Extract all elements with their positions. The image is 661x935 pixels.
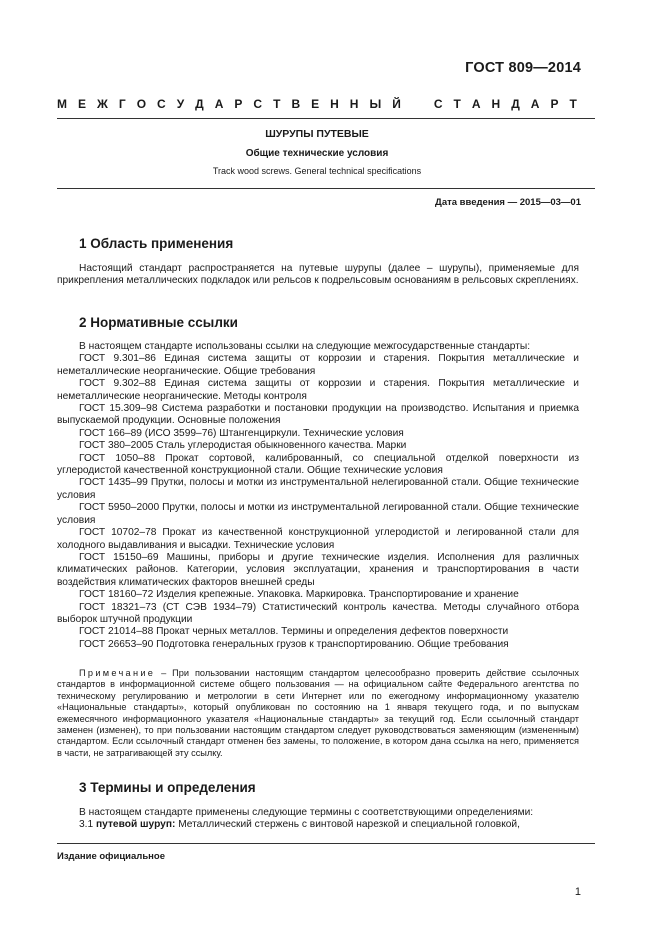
reference-item: ГОСТ 21014–88 Прокат черных металлов. Термины и определения дефектов поверхности bbox=[79, 626, 509, 638]
section-3-body bbox=[57, 807, 579, 832]
banner-letter: М bbox=[57, 97, 67, 111]
term-definition bbox=[57, 819, 579, 831]
banner-letter: Е bbox=[311, 97, 320, 111]
title-divider bbox=[57, 188, 595, 189]
banner-letter: Д bbox=[511, 97, 520, 111]
banner-letter: А bbox=[471, 97, 481, 111]
banner-letter: В bbox=[291, 97, 301, 111]
standard-title: ШУРУПЫ ПУТЕВЫЕ bbox=[265, 128, 369, 140]
edition-label: Издание официальное bbox=[57, 851, 165, 862]
term-number: 3.1 bbox=[79, 819, 96, 831]
banner-letter: Ж bbox=[97, 97, 108, 111]
paragraph: Настоящий стандарт распространяется на путевые шурупы (далее – шурупы), применяемые для прикрепления металлических подкладок или рельсов к подрельсовым основаниям в рельсовых скреплениях. bbox=[57, 263, 579, 287]
note-block bbox=[57, 668, 579, 759]
banner-letter: У bbox=[176, 97, 185, 111]
banner-letter: Е bbox=[78, 97, 87, 111]
banner-letter: Й bbox=[392, 97, 401, 111]
reference-item: ГОСТ 18160–72 Изделия крепежные. Упаковка. Маркировка. Транспортирование и хранение bbox=[79, 589, 519, 601]
reference-item: ГОСТ 166–89 (ИСО 3599–76) Штангенциркули. Технические условия bbox=[79, 427, 404, 439]
footer-divider bbox=[57, 843, 595, 844]
banner-letter: Д bbox=[195, 97, 204, 111]
banner-letter: С bbox=[157, 97, 166, 111]
banner-letter: Т bbox=[273, 97, 281, 111]
reference-item: ГОСТ 1435–99 Прутки, полосы и мотки из инструментальной нелегированной стали. Общие технические условия bbox=[57, 477, 579, 501]
banner-letter: Т bbox=[453, 97, 461, 111]
note-paragraph bbox=[57, 668, 579, 759]
banner-letter: С bbox=[433, 97, 443, 111]
banner-letter: А bbox=[214, 97, 224, 111]
reference-item: ГОСТ 15150–69 Машины, приборы и другие технические изделия. Исполнения для различных климатических районов. Категории, условия эксплуатации, хранения и транспортирования в части воздействия климатических факторов внешней среды bbox=[57, 551, 579, 588]
banner-letter: Р bbox=[234, 97, 243, 111]
banner-letter: А bbox=[530, 97, 540, 111]
standard-type-banner bbox=[57, 97, 577, 111]
reference-item: ГОСТ 380–2005 Сталь углеродистая обыкновенного качества. Марки bbox=[79, 440, 407, 452]
banner-letter: Н bbox=[330, 97, 339, 111]
reference-item: ГОСТ 1050–88 Прокат сортовой, калиброванный, со специальной отделкой поверхности из углеродистой качественной конструкционной стали. Общие технические условия bbox=[57, 452, 579, 477]
reference-item: ГОСТ 26653–90 Подготовка генеральных грузов к транспортированию. Общие требования bbox=[79, 638, 509, 650]
section-2-heading: 2 Нормативные ссылки bbox=[79, 315, 238, 330]
page-number: 1 bbox=[574, 886, 581, 898]
banner-letter: Г bbox=[118, 97, 126, 111]
paragraph: В настоящем стандарте использованы ссылки на следующие межгосударственные стандарты: bbox=[79, 341, 531, 352]
reference-item: ГОСТ 10702–78 Прокат из качественной конструкционной углеродистой и легированной стали для холодного выдавливания и высадки. Технические условия bbox=[57, 527, 579, 551]
term-name: путевой шуруп: bbox=[96, 819, 176, 831]
section-3-heading: 3 Термины и определения bbox=[79, 780, 256, 795]
standard-subtitle: Общие технические условия bbox=[245, 148, 389, 159]
reference-item: ГОСТ 5950–2000 Прутки, полосы и мотки из инструментальной легированной стали. Общие технические условия bbox=[57, 502, 579, 526]
term-definition-text: Металлический стержень с винтовой нарезкой и специальной головкой, bbox=[175, 819, 520, 831]
banner-letter: Т bbox=[569, 97, 577, 111]
note-label: Примечание bbox=[79, 668, 156, 678]
reference-item: ГОСТ 9.302–88 Единая система защиты от коррозии и старения. Покрытия металлические и неметаллические неорганические. Методы контроля bbox=[57, 378, 579, 402]
reference-item: ГОСТ 15.309–98 Система разработки и постановки продукции на производство. Испытания и приемка выпускаемой продукции. Основные положения bbox=[57, 403, 579, 427]
reference-item: ГОСТ 18321–73 (СТ СЭВ 1934–79) Статистический контроль качества. Методы случайного отбора выборок штучной продукции bbox=[57, 601, 579, 625]
section-1-heading: 1 Область применения bbox=[79, 236, 234, 251]
note-text: – При пользовании настоящим стандартом целесообразно проверить действие ссылочных стандартов в информационной системе общего пользования — на официальном сайте Федерального агентства по техническому регулированию и метрологии в сети Интернет или по ежегодному информационному указателю «Национальные стандарты», который опубликован по состоянию на 1 января текущего года, и по выпускам ежемесячного информационного указателя «Национальные стандарты» за текущий год. Если ссылочный стандарт заменен (изменен), то при пользовании настоящим стандартом следует руководствоваться заменяющим (измененным) стандартом. Если ссылочный стандарт отменен без замены, то положение, в котором дана ссылка на него, применяется в части, не затрагивающей эту ссылку. bbox=[57, 668, 579, 758]
banner-letter: Н bbox=[491, 97, 501, 111]
document-number: ГОСТ 809—2014 bbox=[465, 60, 581, 76]
paragraph: В настоящем стандарте применены следующие термины с соответствующими определениями: bbox=[79, 807, 534, 818]
banner-letter: С bbox=[253, 97, 263, 111]
banner-letter: Ы bbox=[369, 97, 382, 111]
standard-english-title: Track wood screws. General technical specifications bbox=[212, 166, 422, 176]
reference-item: ГОСТ 9.301–86 Единая система защиты от коррозии и старения. Покрытия металлические и неметаллические неорганические. Общие требования bbox=[57, 353, 579, 377]
section-2-body bbox=[57, 341, 579, 651]
banner-letter: Р bbox=[550, 97, 559, 111]
introduction-date: Дата введения — 2015—03—01 bbox=[435, 197, 581, 208]
banner-letter: Н bbox=[349, 97, 359, 111]
banner-letter: О bbox=[136, 97, 147, 111]
section-1-body bbox=[57, 263, 579, 288]
header-divider bbox=[57, 118, 595, 119]
